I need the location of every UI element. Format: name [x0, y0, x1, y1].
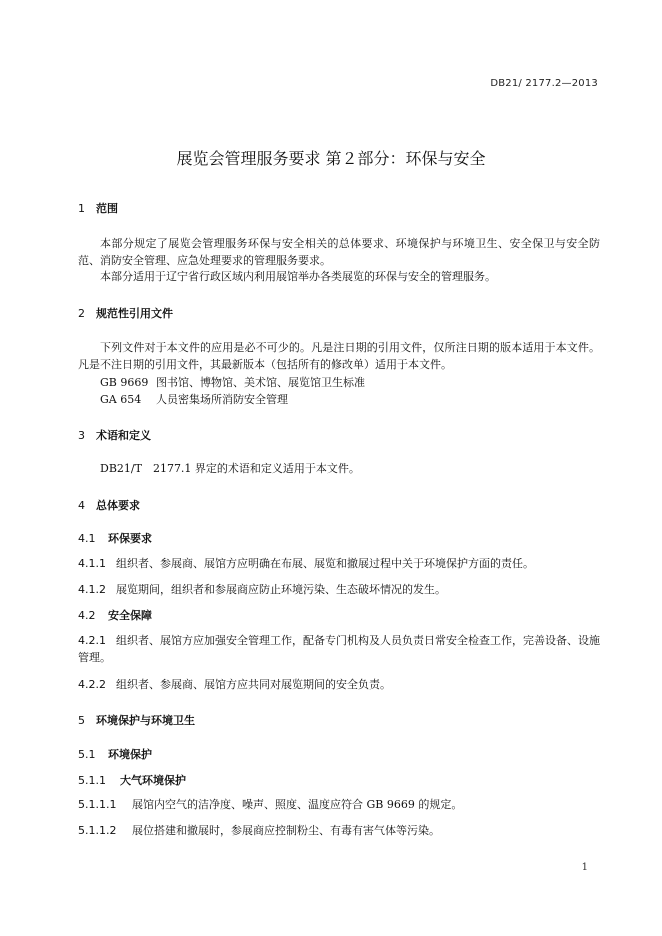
section-2-paragraph-1: 下列文件对于本文件的应用是必不可少的。凡是注日期的引用文件，仅所注日期的版本适用于本文件。凡是不注日期的引用文件，其最新版本（包括所有的修改单）适用于本文件。 [78, 341, 600, 371]
subsection-title: 环境保护 [108, 748, 152, 761]
section-title: 总体要求 [96, 499, 140, 512]
clause-5-1-1-2 [78, 822, 600, 839]
section-number: 5 [78, 714, 85, 727]
subsection-5-1-1-heading [78, 772, 186, 788]
clause-text: 展览期间，组织者和参展商应防止环境污染、生态破坏情况的发生。 [116, 583, 446, 596]
clause-text: 组织者、参展商、展馆方应明确在布展、展览和撤展过程中关于环境保护方面的责任。 [116, 557, 534, 570]
clause-text: 展馆内空气的洁净度、噪声、照度、温度应符合 GB 9669 的规定。 [132, 798, 463, 811]
clause-number: 5.1.1.2 [78, 824, 117, 837]
clause-number: 4.1.1 [78, 557, 106, 570]
clause-text: 展位搭建和撤展时，参展商应控制粉尘、有毒有害气体等污染。 [132, 824, 440, 837]
reference-item [100, 391, 288, 407]
clause-text: 组织者、展馆方应加强安全管理工作，配备专门机构及人员负责日常安全检查工作，完善设备、设施管理。 [78, 634, 600, 664]
subsection-number: 4.1 [78, 532, 96, 545]
clause-4-1-2 [78, 581, 600, 598]
section-5-heading [78, 712, 195, 728]
subsection-5-1-heading [78, 746, 152, 762]
subsection-number: 5.1 [78, 748, 96, 761]
section-title: 规范性引用文件 [96, 307, 173, 320]
clause-text: 组织者、参展商、展馆方应共同对展览期间的安全负责。 [116, 678, 391, 691]
subsection-title: 安全保障 [108, 609, 152, 622]
section-number: 1 [78, 202, 85, 215]
reference-code: GB 9669 [100, 376, 149, 389]
subsection-number: 5.1.1 [78, 774, 106, 787]
reference-item [100, 374, 365, 390]
section-1-heading [78, 200, 118, 216]
clause-5-1-1-1 [78, 796, 600, 813]
section-3-heading [78, 427, 151, 443]
subsection-number: 4.2 [78, 609, 96, 622]
section-number: 3 [78, 429, 85, 442]
section-1-paragraph-1: 本部分规定了展览会管理服务环保与安全相关的总体要求、环境保护与环境卫生、安全保卫与安全防范、消防安全管理、应急处理要求的管理服务要求。 [78, 237, 600, 267]
clause-4-2-1 [78, 632, 600, 666]
clause-number: 5.1.1.1 [78, 798, 117, 811]
section-3-paragraph-1: DB21/T 2177.1 界定的术语和定义适用于本文件。 [100, 462, 360, 475]
clause-number: 4.2.2 [78, 678, 106, 691]
section-1-paragraph-2: 本部分适用于辽宁省行政区域内利用展馆举办各类展览的环保与安全的管理服务。 [100, 270, 496, 283]
document-code: DB21/ 2177.2—2013 [490, 78, 598, 89]
clause-4-2-2 [78, 676, 600, 693]
section-title: 环境保护与环境卫生 [96, 714, 195, 727]
subsection-4-2-heading [78, 607, 152, 623]
section-number: 2 [78, 307, 85, 320]
section-2-heading [78, 305, 173, 321]
reference-title: 人员密集场所消防安全管理 [156, 393, 288, 406]
section-number: 4 [78, 499, 85, 512]
reference-code: GA 654 [100, 393, 142, 406]
section-4-heading [78, 497, 140, 513]
subsection-title: 大气环境保护 [120, 774, 186, 787]
clause-4-1-1 [78, 555, 600, 572]
page-number: 1 [581, 862, 588, 873]
section-title: 范围 [96, 202, 118, 215]
document-title: 展览会管理服务要求 第２部分：环保与安全 [176, 149, 486, 168]
section-title: 术语和定义 [96, 429, 151, 442]
clause-number: 4.1.2 [78, 583, 106, 596]
reference-title: 图书馆、博物馆、美术馆、展览馆卫生标准 [156, 376, 365, 389]
clause-number: 4.2.1 [78, 634, 106, 647]
subsection-4-1-heading [78, 530, 152, 546]
subsection-title: 环保要求 [108, 532, 152, 545]
